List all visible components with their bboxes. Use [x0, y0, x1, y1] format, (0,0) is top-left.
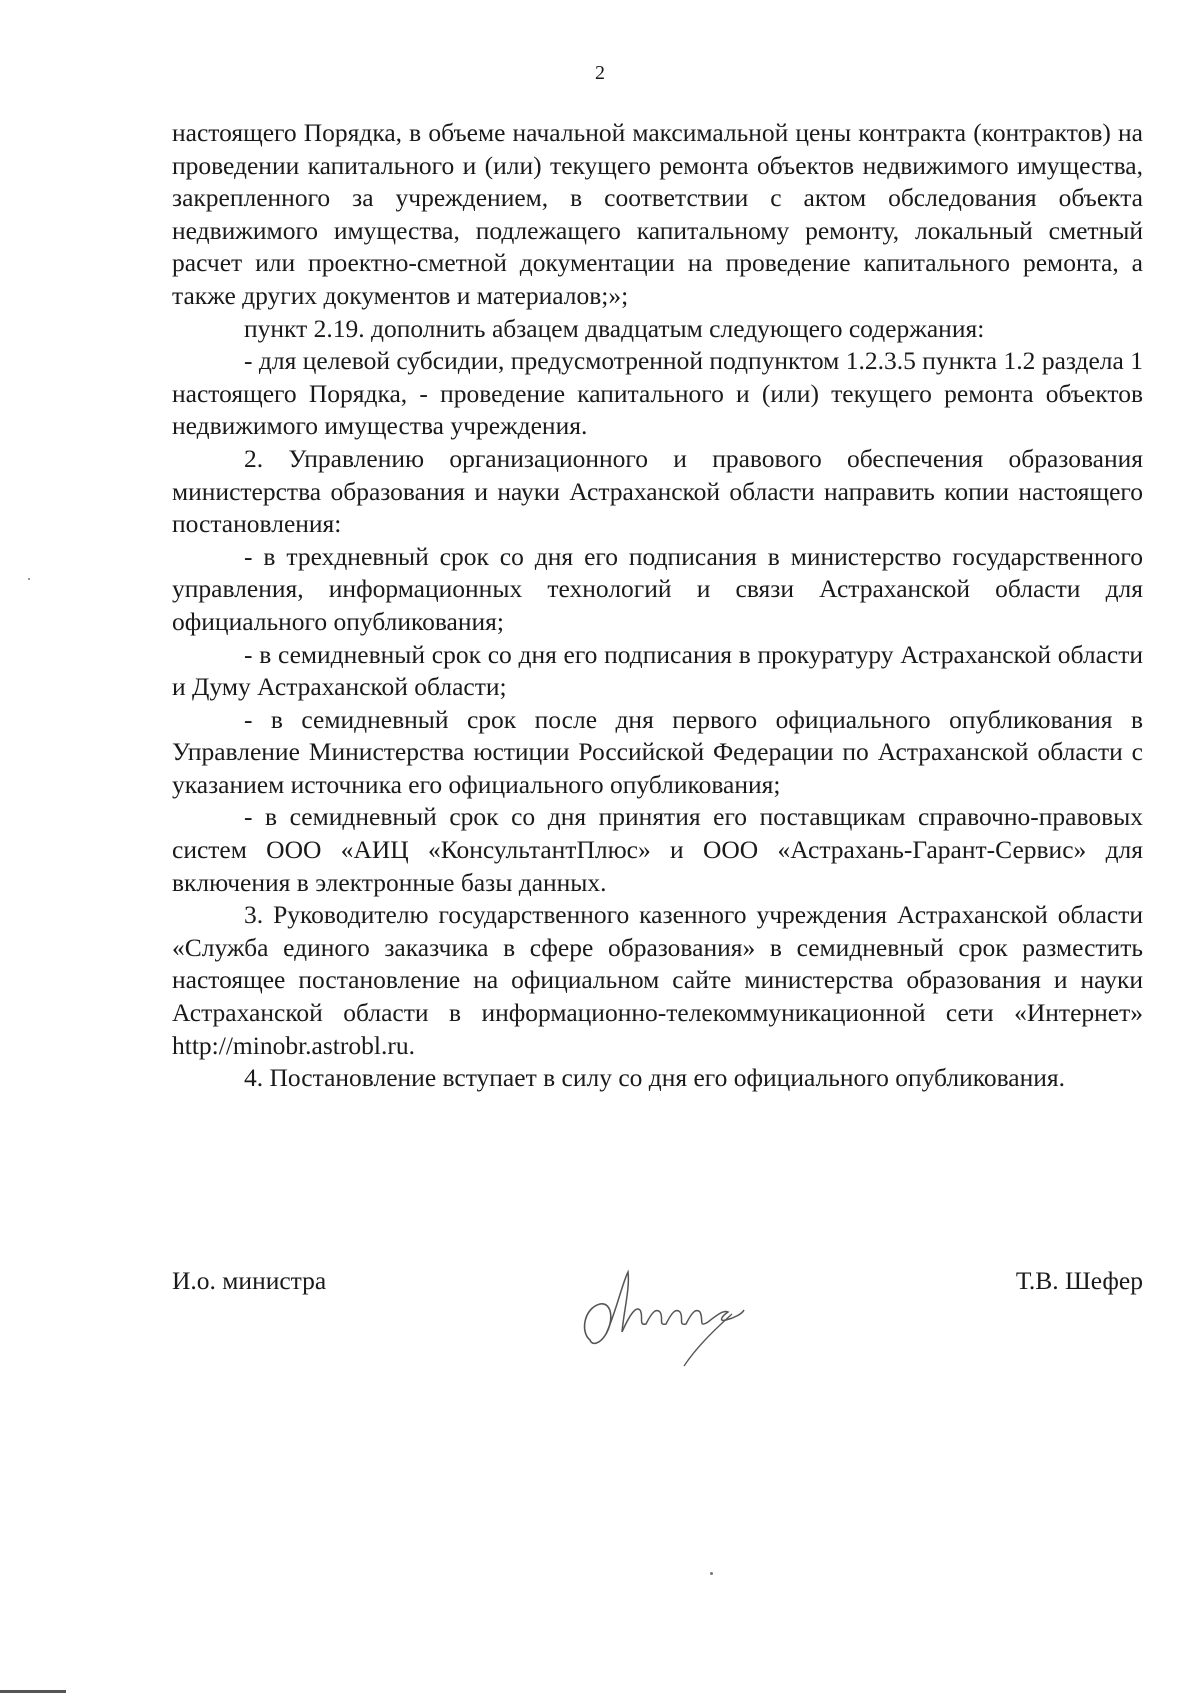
scan-edge-mark	[0, 1690, 66, 1693]
document-body	[172, 117, 1143, 1095]
signatory-name: Т.В. Шефер	[1015, 1266, 1143, 1295]
paragraph: - в трехдневный срок со дня его подписания в министерство государственного управления, информационных технологий и связи Астраханской области для официального опубликования;	[172, 541, 1143, 636]
scan-speck	[28, 578, 30, 580]
scan-speck	[710, 1572, 713, 1575]
paragraph: пункт 2.19. дополнить абзацем двадцатым следующего содержания:	[244, 313, 985, 343]
paragraph: 3. Руководителю государственного казенного учреждения Астраханской области «Служба единого заказчика в сфере образования» в семидневный срок разместить настоящее постановление на официальном сайте министерства образования и науки Астраханской области в информационно-телекоммуникационной сети «Интернет» http://minobr.astrobl.ru.	[172, 900, 1143, 1060]
paragraph: настоящего Порядка, в объеме начальной максимальной цены контракта (контрактов) на проведении капитального и (или) текущего ремонта объектов недвижимого имущества, закрепленного за учреждением, в соответствии с актом обследования объекта недвижимого имущества, подлежащего капитальному ремонту, локальный сметный расчет или проектно-сметной документации на проведение капитального ремонта, а также других документов и материалов;»;	[172, 118, 1143, 310]
paragraph: 4. Постановление вступает в силу со дня его официального опубликования.	[244, 1063, 1065, 1093]
signature-block	[172, 1262, 1143, 1372]
paragraph: - в семидневный срок после дня первого официального опубликования в Управление Министерства юстиции Российской Федерации по Астраханской области с указанием источника его официального опубликования;	[172, 704, 1143, 799]
handwritten-signature	[572, 1262, 772, 1372]
paragraph: 2. Управлению организационного и правового обеспечения образования министерства образования и науки Астраханской области направить копии настоящего постановления:	[172, 443, 1143, 539]
signatory-position: И.о. министра	[172, 1266, 327, 1295]
paragraph: - в семидневный срок со дня его подписания в прокуратуру Астраханской области и Думу Астраханской области;	[172, 639, 1143, 702]
paragraph: - для целевой субсидии, предусмотренной подпунктом 1.2.3.5 пункта 1.2 раздела 1 настоящего Порядка, - проведение капитального и (или) текущего ремонта объектов недвижимого имущества учреждения.	[172, 346, 1143, 441]
page-number: 2	[595, 62, 605, 84]
paragraph: - в семидневный срок со дня принятия его поставщикам справочно-правовых систем ООО «АИЦ «КонсультантПлюс» и ООО «Астрахань-Гарант-Сервис» для включения в электронные базы данных.	[172, 802, 1143, 897]
